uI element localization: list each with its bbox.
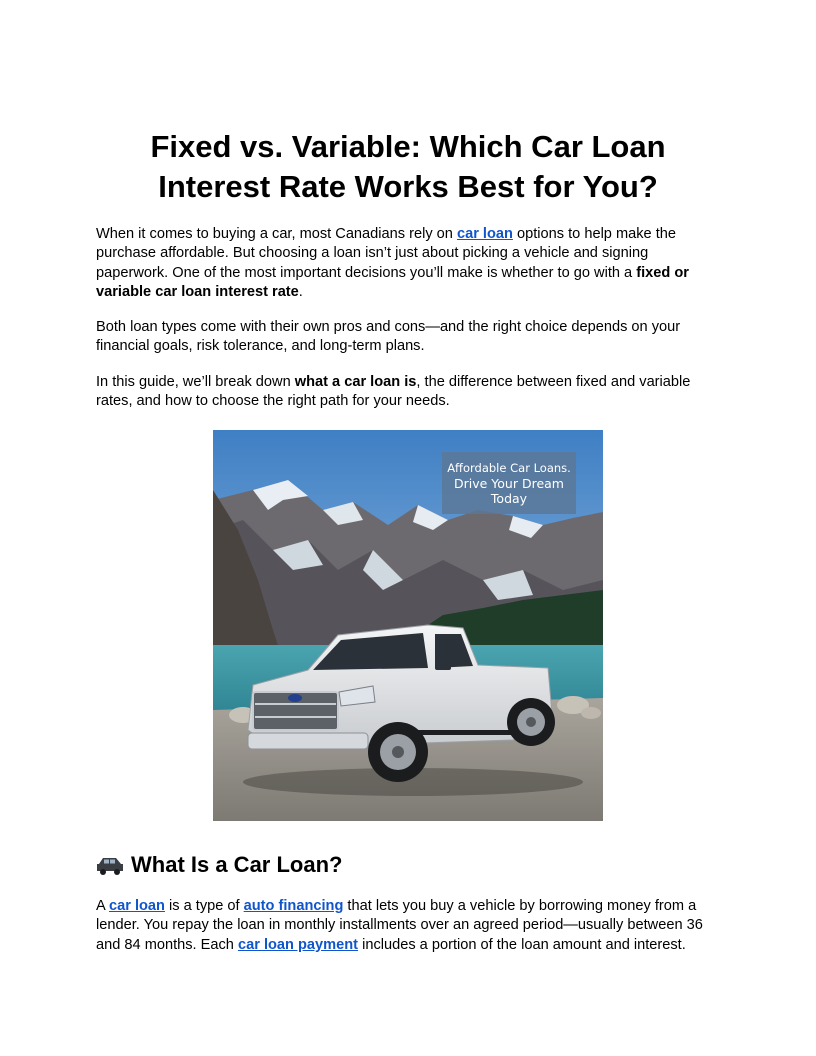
car-loan-link-2[interactable]: car loan [108, 898, 165, 914]
section-heading-text: What Is a Car Loan? [131, 852, 343, 877]
hero-image [213, 430, 603, 821]
banner-line-3: Today [490, 491, 528, 506]
intro-text-2: options to help make the purchase affordable. But choosing a loan isn’t just about picking a vehicle and signing paperwork. One of the most important decisions you’ll make is whether to go with a [96, 226, 677, 281]
guide-text-2: , the difference between fixed and variable rates, and how to choose the right path for your needs. [96, 374, 691, 410]
def-text-4: includes a portion of the loan amount and interest. [358, 936, 686, 953]
car-loan-payment-link[interactable]: car loan payment [237, 936, 359, 953]
banner-line-1: Affordable Car Loans. [447, 461, 571, 475]
guide-bold: what a car loan is [294, 374, 417, 390]
banner-line-2: Drive Your Dream [454, 476, 564, 491]
pros-cons-paragraph: Both loan types come with their own pros and cons—and the right choice depends on your financial goals, risk tolerance, and long-term plans. [96, 319, 681, 355]
car-loan-definition-paragraph [96, 897, 720, 955]
section-heading [96, 850, 342, 880]
intro-bold: fixed or variable car loan interest rate [96, 264, 689, 300]
car-icon [96, 854, 124, 876]
def-text-2: is a type of [164, 898, 244, 914]
guide-text-1: In this guide, we’ll break down [96, 374, 295, 390]
guide-paragraph [96, 373, 720, 412]
promo-banner [442, 452, 576, 514]
intro-paragraph [96, 225, 720, 302]
title-line-2: Interest Rate Works Best for You? [158, 169, 658, 204]
intro-text-1: When it comes to buying a car, most Canadians rely on [96, 226, 457, 242]
auto-financing-link[interactable]: auto financing [243, 898, 344, 914]
def-text-3: that lets you buy a vehicle by borrowing money from a lender. You repay the loan in monthly installments over an agreed period—usually between 36 and 84 months. Each [96, 898, 703, 953]
def-text-1: A [96, 898, 109, 914]
title-line-1: Fixed vs. Variable: Which Car Loan [150, 129, 666, 164]
page-title [96, 127, 720, 207]
intro-text-3: . [298, 283, 303, 300]
car-loan-link[interactable]: car loan [456, 226, 513, 242]
